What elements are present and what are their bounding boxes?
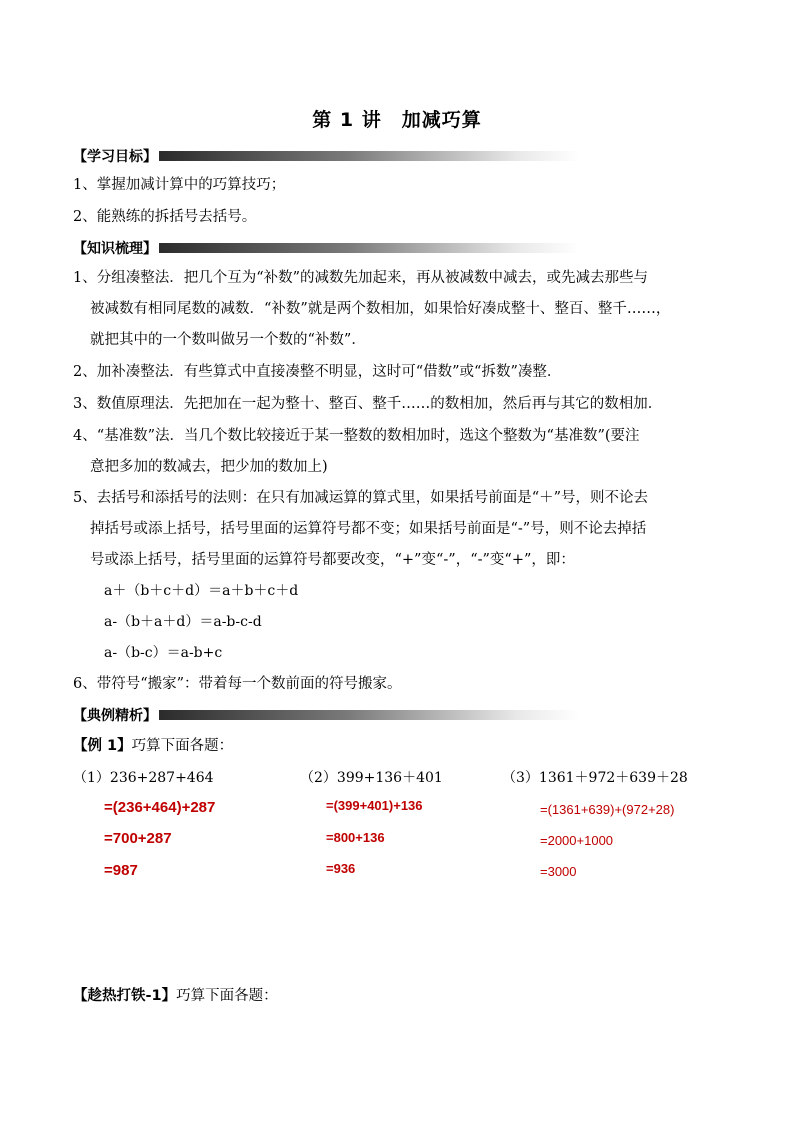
- knowledge-text: 3、数值原理法．先把加在一起为整十、整百、整千……的数相加，然后再与其它的数相加．: [73, 396, 663, 412]
- knowledge-text: 5、去括号和添括号的法则：在只有加减运算的算式里，如果括号前面是“＋”号，则不论去: [73, 490, 649, 506]
- formula: a＋（b＋c＋d）＝a＋b＋c＋d: [104, 583, 299, 599]
- answer-step: =2000+1000: [540, 833, 614, 848]
- knowledge-text: 4、“基准数”法．当几个数比较接近于某一整数的数相加时，选这个整数为“基准数”(要注: [73, 428, 640, 444]
- problem-2: （2）399+136＋401: [300, 770, 443, 786]
- example-prompt: 巧算下面各题：: [131, 738, 234, 754]
- knowledge-text: 2、加补凑整法．有些算式中直接凑整不明显，这时可“借数”或“拆数”凑整．: [73, 364, 562, 380]
- knowledge-text: 号或添上括号，括号里面的运算符号都要改变，“+”变“-”，“-”变“+”，即：: [90, 552, 575, 568]
- knowledge-text: 被减数有相同尾数的减数．“补数”就是两个数相加，如果恰好凑成整十、整百、整千……，: [90, 301, 671, 317]
- practice-heading: [73, 986, 278, 1006]
- example-label: 【例 1】: [73, 738, 132, 754]
- answer-step: =3000: [540, 864, 577, 879]
- practice-label: 【趁热打铁-1】: [73, 988, 177, 1004]
- answer-step: =800+136: [326, 830, 385, 845]
- knowledge-text: 1、分组凑整法．把几个互为“补数”的减数先加起来，再从被减数中减去，或先减去那些与: [73, 270, 649, 286]
- page-title: 第 1 讲 加减巧算: [312, 109, 482, 131]
- section-label: 【学习目标】: [73, 149, 157, 165]
- section-header-knowledge: [73, 238, 579, 258]
- problem-3: （3）1361＋972＋639＋28: [502, 770, 688, 786]
- practice-prompt: 巧算下面各题：: [176, 988, 278, 1004]
- answer-step: =(236+464)+287: [104, 799, 216, 816]
- knowledge-text: 意把多加的数减去，把少加的数加上): [90, 459, 328, 475]
- answer-step: =987: [104, 862, 138, 879]
- formula: a-（b-c）＝a-b+c: [104, 645, 223, 661]
- section-gradient-bar: [159, 710, 579, 720]
- problem-1: （1）236+287+464: [73, 770, 214, 786]
- answer-step: =(1361+639)+(972+28): [540, 802, 675, 817]
- section-gradient-bar: [159, 151, 579, 161]
- knowledge-text: 就把其中的一个数叫做另一个数的“补数”．: [90, 332, 366, 348]
- formula: a-（b＋a＋d）＝a-b-c-d: [104, 614, 262, 630]
- example-heading: [73, 736, 233, 756]
- section-gradient-bar: [159, 243, 579, 253]
- section-label: 【典例精析】: [73, 708, 157, 724]
- knowledge-text: 6、带符号“搬家”：带着每一个数前面的符号搬家。: [73, 676, 402, 692]
- answer-step: =936: [326, 861, 356, 876]
- section-label: 【知识梳理】: [73, 241, 157, 257]
- section-header-goals: [73, 146, 579, 166]
- answer-step: =700+287: [104, 830, 172, 847]
- goal-item: 2、能熟练的拆括号去括号。: [73, 209, 257, 225]
- section-header-examples: [73, 705, 579, 725]
- goal-item: 1、掌握加减计算中的巧算技巧；: [73, 177, 286, 193]
- answer-step: =(399+401)+136: [326, 798, 423, 813]
- knowledge-text: 掉括号或添上括号，括号里面的运算符号都不变；如果括号前面是“-”号，则不论去掉括: [90, 521, 647, 537]
